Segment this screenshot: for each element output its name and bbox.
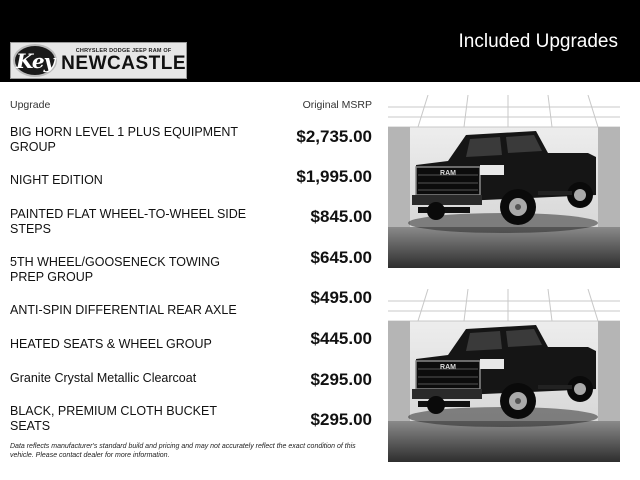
truck-image-icon — [388, 95, 620, 268]
upgrade-row — [10, 207, 372, 239]
upgrade-price: $845.00 — [310, 207, 372, 226]
disclaimer-text: Data reflects manufacturer's standard build and pricing and may not accurately reflect the exact condition of this vehicle. Please contact dealer for more information. — [10, 443, 356, 459]
upgrade-name: Granite Crystal Metallic Clearcoat — [10, 371, 197, 385]
vehicle-photo[interactable] — [388, 289, 620, 462]
upgrade-name: 5TH WHEEL/GOOSENECK TOWING PREP GROUP — [10, 255, 220, 284]
upgrade-price: $1,995.00 — [296, 167, 372, 186]
upgrade-row — [10, 371, 372, 391]
key-logo-icon — [13, 44, 57, 77]
svg-text:RAM: RAM — [440, 170, 456, 177]
upgrade-price: $445.00 — [310, 329, 372, 348]
upgrade-row — [10, 167, 372, 193]
dealer-logo[interactable] — [10, 42, 187, 79]
upgrade-price: $2,735.00 — [296, 127, 372, 146]
upgrade-name: HEATED SEATS & WHEEL GROUP — [10, 337, 212, 351]
header-bar — [0, 0, 640, 82]
vehicle-photo[interactable] — [388, 95, 620, 268]
upgrade-name: NIGHT EDITION — [10, 173, 103, 187]
column-header-upgrade: Upgrade — [10, 99, 51, 111]
upgrade-price: $295.00 — [310, 370, 372, 389]
logo-main: NEWCASTLE — [61, 53, 186, 74]
logo-word: Key — [15, 48, 55, 73]
logo-subtitle: CHRYSLER DODGE JEEP RAM OF — [75, 48, 172, 54]
page-title: Included Upgrades — [458, 31, 618, 52]
upgrade-name: BIG HORN LEVEL 1 PLUS EQUIPMENT GROUP — [10, 125, 238, 154]
upgrade-price: $645.00 — [310, 248, 372, 267]
upgrade-row — [10, 125, 372, 157]
upgrade-name: PAINTED FLAT WHEEL-TO-WHEEL SIDE STEPS — [10, 207, 247, 236]
upgrade-name: ANTI-SPIN DIFFERENTIAL REAR AXLE — [10, 303, 237, 317]
upgrade-row — [10, 404, 372, 436]
truck-image-icon — [388, 289, 620, 462]
upgrade-price: $495.00 — [310, 288, 372, 307]
column-header-msrp: Original MSRP — [302, 99, 372, 111]
upgrade-row — [10, 329, 372, 357]
logo-text — [61, 48, 186, 73]
svg-text:RAM: RAM — [440, 364, 456, 371]
upgrade-price: $295.00 — [310, 410, 372, 429]
upgrade-name: BLACK, PREMIUM CLOTH BUCKET SEATS — [10, 404, 217, 433]
upgrade-row — [10, 248, 372, 287]
upgrade-row — [10, 288, 372, 323]
